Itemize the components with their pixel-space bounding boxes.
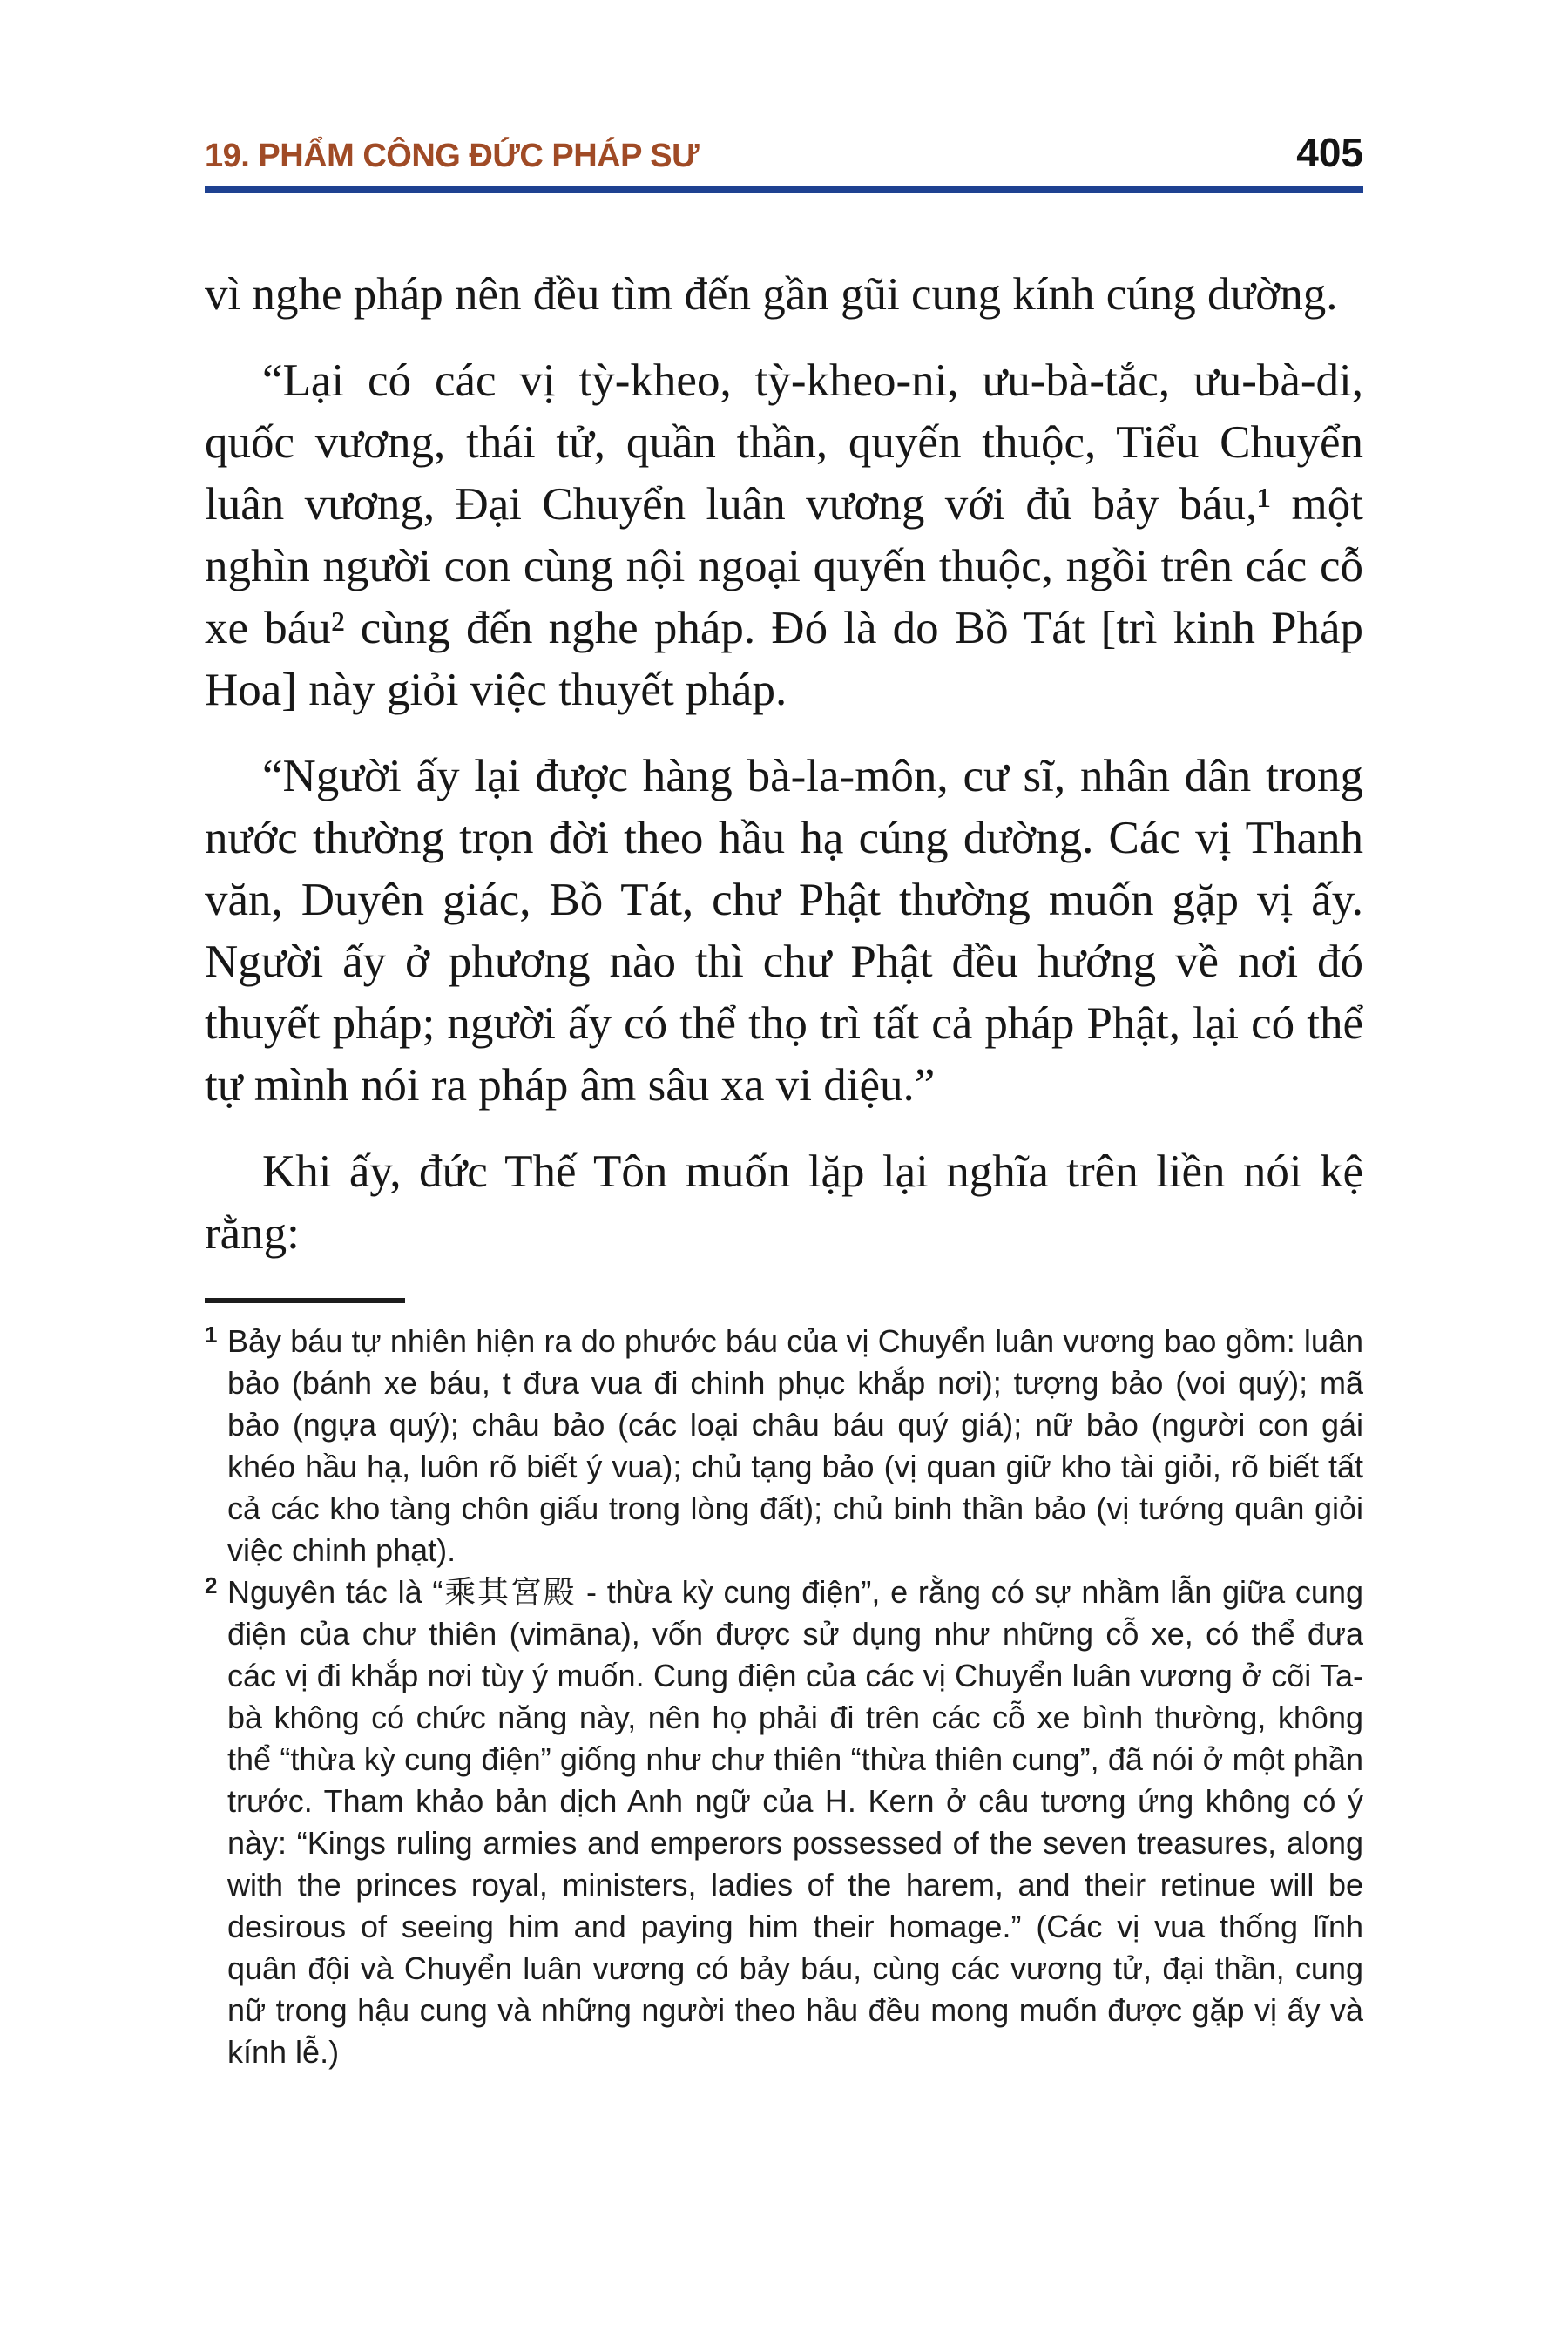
footnote-separator <box>205 1298 405 1303</box>
page-content <box>205 0 1363 2073</box>
page-number: 405 <box>1296 130 1363 175</box>
header-rule <box>205 186 1363 193</box>
footnote-marker: 2 <box>205 1572 218 1598</box>
body-text <box>205 264 1363 1265</box>
footnote-text: Bảy báu tự nhiên hiện ra do phước báu của vị Chuyển luân vương bao gồm: luân bảo (bánh xe báu, t đưa vua đi chinh phục khắp nơi); tượng bảo (voi quý); mã bảo (ngựa quý); châu bảo (các loại châu báu quý giá); nữ bảo (người con gái khéo hầu hạ, luôn rõ biết ý vua); chủ tạng bảo (vị quan giữ kho tài giỏi, rõ biết tất cả các kho tàng chôn giấu trong lòng đất); chủ binh thần bảo (vị tướng quân giỏi việc chinh phạt). <box>227 1323 1363 1568</box>
paragraph: “Người ấy lại được hàng bà-la-môn, cư sĩ, nhân dân trong nước thường trọn đời theo hầu hạ cúng dường. Các vị Thanh văn, Duyên giác, Bồ Tát, chư Phật thường muốn gặp vị ấy. Người ấy ở phương nào thì chư Phật đều hướng về nơi đó thuyết pháp; người ấy có thể thọ trì tất cả pháp Phật, lại có thể tự mình nói ra pháp âm sâu xa vi diệu.” <box>205 751 1363 1111</box>
footnote <box>205 1321 1363 1571</box>
footnotes-section <box>205 1321 1363 2073</box>
paragraph: vì nghe pháp nên đều tìm đến gần gũi cung kính cúng dường. <box>205 269 1338 320</box>
paragraph: Khi ấy, đức Thế Tôn muốn lặp lại nghĩa trên liền nói kệ rằng: <box>205 1146 1363 1259</box>
chapter-title: 19. PHẨM CÔNG ĐỨC PHÁP SƯ <box>205 138 700 174</box>
page-header <box>205 129 1363 176</box>
footnote-text: Nguyên tác là “乘其宮殿 - thừa kỳ cung điện”, e rằng có sự nhầm lẫn giữa cung điện của chư thiên (vimāna), vốn được sử dụng như những cỗ xe, có thể đưa các vị đi khắp nơi tùy ý muốn. Cung điện của các vị Chuyển luân vương ở cõi Ta-bà không có chức năng này, nên họ phải đi trên các cỗ xe bình thường, không thể “thừa kỳ cung điện” giống như chư thiên “thừa thiên cung”, đã nói ở một phần trước. Tham khảo bản dịch Anh ngữ của H. Kern ở câu tương ứng không có ý này: “Kings ruling armies and emperors possessed of the seven treasures, along with the princes royal, ministers, ladies of the harem, and their retinue will be desirous of seeing him and paying him their homage.” (Các vị vua thống lĩnh quân đội và Chuyển luân vương có bảy báu, cùng các vương tử, đại thần, cung nữ trong hậu cung và những người theo hầu đều mong muốn được gặp vị ấy và kính lễ.) <box>227 1574 1364 2070</box>
footnote <box>205 1571 1363 2073</box>
footnote-marker: 1 <box>205 1321 218 1348</box>
paragraph: “Lại có các vị tỳ-kheo, tỳ-kheo-ni, ưu-bà-tắc, ưu-bà-di, quốc vương, thái tử, quần thần, quyến thuộc, Tiểu Chuyển luân vương, Đại Chuyển luân vương với đủ bảy báu,¹ một nghìn người con cùng nội ngoại quyến thuộc, ngồi trên các cỗ xe báu² cùng đến nghe pháp. Đó là do Bồ Tát [trì kinh Pháp Hoa] này giỏi việc thuyết pháp. <box>205 355 1363 715</box>
